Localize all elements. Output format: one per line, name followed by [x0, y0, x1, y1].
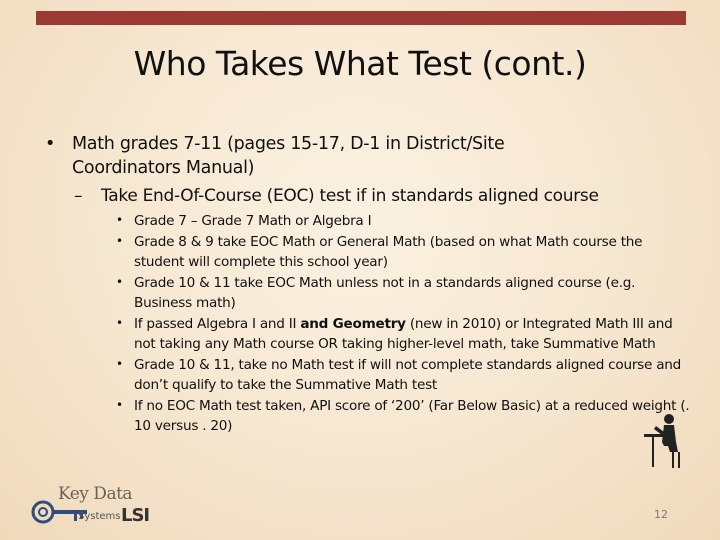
- bullet-level1: [45, 132, 605, 180]
- bullet-level1-text: Math grades 7-11 (pages 15-17, D-1 in District/Site Coordinators Manual): [72, 134, 505, 178]
- page-number: 12: [654, 508, 668, 521]
- logo-mark: LSI: [121, 505, 150, 526]
- bullet-level3-list: [112, 211, 690, 437]
- logo-name: Key Data: [58, 484, 133, 504]
- list-item-text-bold: and Geometry: [300, 315, 406, 332]
- title-accent-bar: [36, 11, 686, 25]
- bullet-marker: •: [45, 134, 56, 154]
- list-item: [112, 314, 690, 355]
- logo-subtitle: Systems: [78, 511, 121, 522]
- list-item-text-pre: If passed Algebra I and II: [134, 315, 301, 332]
- list-item: [112, 355, 690, 396]
- bullet-marker: •: [116, 213, 123, 227]
- bullet-marker: •: [116, 233, 123, 248]
- bullet-level2: [74, 185, 674, 207]
- bullet-marker: •: [116, 315, 123, 330]
- bullet-marker: •: [116, 397, 123, 412]
- dash-marker: –: [74, 186, 83, 206]
- list-item-text: If no EOC Math test taken, API score of ‘200’ (Far Below Basic) at a reduced weight (. 10 versus . 20): [134, 397, 690, 434]
- list-item-text: Grade 7 – Grade 7 Math or Algebra I: [134, 213, 372, 229]
- list-item: [112, 211, 690, 232]
- bullet-level2-text: Take End-Of-Course (EOC) test if in standards aligned course: [101, 186, 599, 206]
- slide-title: Who Takes What Test (cont.): [133, 44, 587, 83]
- student-reading-icon: [640, 412, 688, 474]
- bullet-marker: •: [116, 274, 123, 289]
- company-logo: [30, 484, 160, 532]
- bullet-marker: •: [116, 356, 123, 371]
- list-item: [112, 396, 690, 437]
- list-item: [112, 273, 690, 314]
- list-item-text: Grade 10 & 11, take no Math test if will not complete standards aligned course and don’t qualify to take the Summative Math test: [134, 356, 682, 393]
- list-item-text-post: (new in 2010) or Integrated Math III and not taking any Math course OR taking higher-level math, take Summative Math: [134, 315, 673, 352]
- list-item: [112, 232, 690, 273]
- list-item-text: Grade 10 & 11 take EOC Math unless not in a standards aligned course (e.g. Business math): [134, 274, 636, 311]
- list-item-text: Grade 8 & 9 take EOC Math or General Math (based on what Math course the student will complete this school year): [134, 233, 643, 270]
